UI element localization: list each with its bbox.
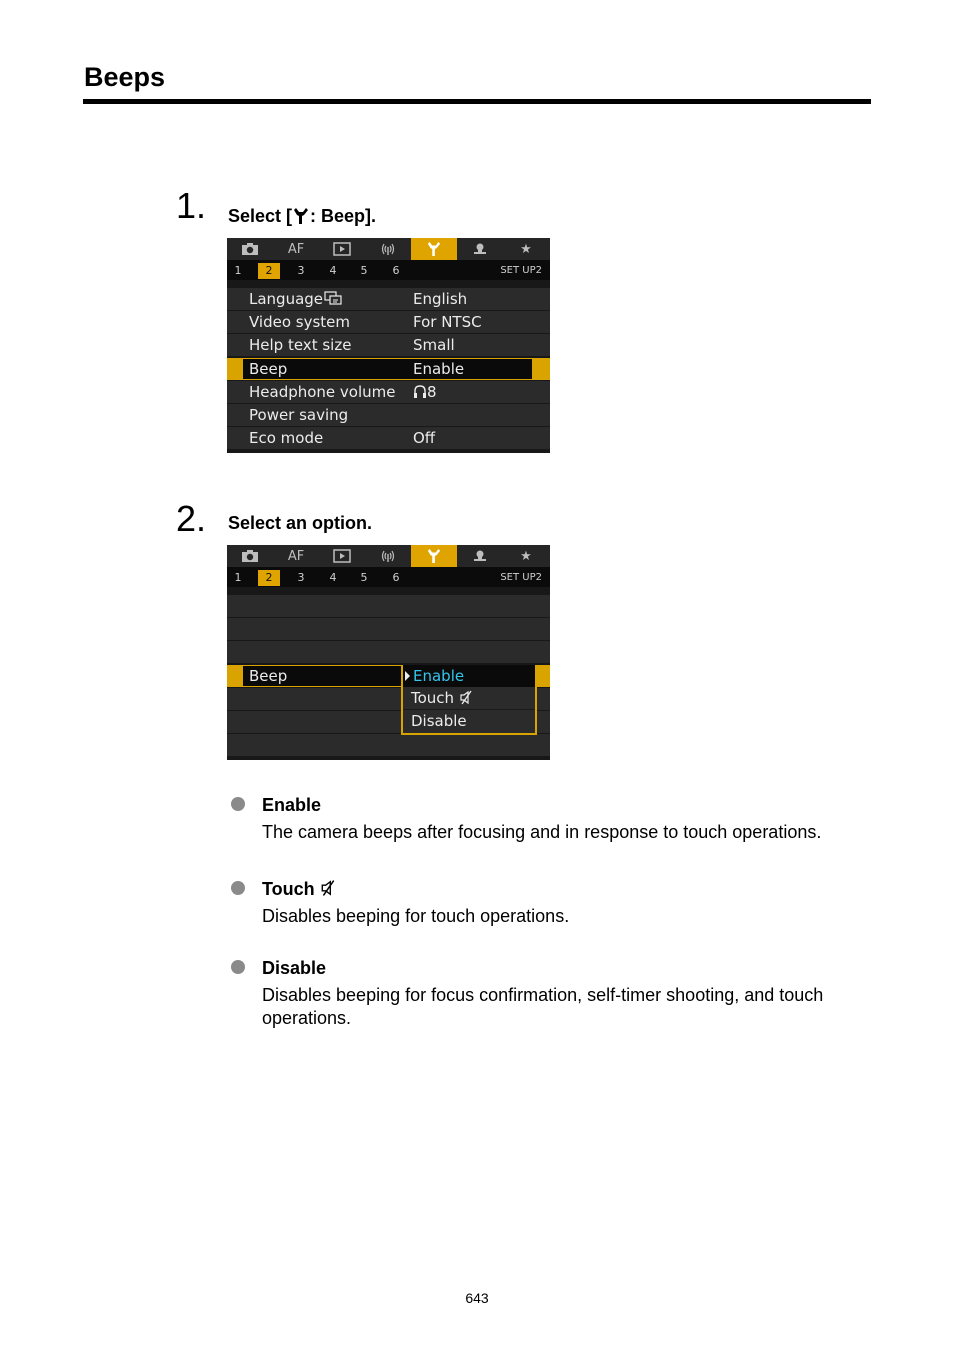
subtab-4[interactable]: 4 [329,264,337,277]
option-disable-row[interactable] [403,710,535,732]
menu-row-beep[interactable] [227,358,550,380]
wrench-icon [427,241,441,257]
menu-tabs [227,545,550,567]
menu-tabs [227,238,550,260]
touch-mute-icon [459,690,473,709]
subtab-5[interactable]: 5 [360,264,368,277]
menu-row-value: For NTSC [413,313,482,331]
menu-row-label: Headphone volume [249,383,396,401]
camera-icon [241,242,259,256]
tab-shooting[interactable] [227,545,273,567]
tab-af[interactable] [273,238,319,260]
tab-shooting[interactable] [227,238,273,260]
wireless-icon [379,242,397,256]
bullet-icon [231,797,245,811]
option-disable: Disable [411,712,467,730]
camera-icon [241,549,259,563]
tab-custom[interactable] [457,238,503,260]
star-icon: ★ [520,548,532,564]
menu-row-label: Help text size [249,336,352,354]
title-rule [83,99,871,104]
camera-menu-screen-1 [227,238,550,453]
tab-setup[interactable] [411,545,457,567]
step-2-text: Select an option. [228,513,373,533]
step-2-number: 2. [176,498,207,539]
bullet-icon [231,960,245,974]
tab-custom[interactable] [457,545,503,567]
tab-wireless[interactable] [365,545,411,567]
step-1-number: 1. [176,185,207,226]
option-enable-row[interactable] [401,665,537,687]
language-icon [324,291,342,310]
step-1-text [228,206,376,230]
playback-icon [333,242,351,256]
menu-subtabs [227,567,550,587]
menu-row-label: Video system [249,313,351,331]
menu-row-value: Off [413,429,436,447]
tab-wireless[interactable] [365,238,411,260]
menu-row-empty [227,734,550,756]
menu-row-power-saving[interactable] [227,404,550,426]
menu-row-label: Language [249,290,342,310]
playback-icon [333,549,351,563]
menu-row-label: Beep [249,667,288,685]
caret-right-icon [405,671,410,681]
wireless-icon [379,549,397,563]
option-touch: Touch [411,689,473,709]
tab-af[interactable] [273,545,319,567]
menu-row-value: English [413,290,468,308]
subtab-6[interactable]: 6 [392,264,400,277]
menu-row-label: Power saving [249,406,349,424]
menu-row-value: Small [413,336,455,354]
wrench-icon [293,207,309,230]
tab-my-menu[interactable] [503,238,549,260]
subtab-2[interactable]: 2 [258,263,280,279]
set-up-label: SET UP2 [500,265,542,276]
tab-playback[interactable] [319,545,365,567]
set-up-label: SET UP2 [500,572,542,583]
menu-row-empty [227,641,550,663]
headphone-icon [413,384,427,403]
menu-row-empty [227,595,550,617]
tab-my-menu[interactable] [503,545,549,567]
menu-row-language[interactable] [227,288,550,310]
tab-setup[interactable] [411,238,457,260]
step-1-text-before: Select [ [228,206,293,226]
menu-row-value: 8 [413,383,437,403]
menu-row-label: Beep [249,360,288,378]
menu-row-eco-mode[interactable] [227,427,550,449]
custom-icon [471,549,489,563]
option-title-enable: Enable [262,795,322,815]
bullet-icon [231,881,245,895]
step-1-text-after: : Beep]. [310,206,377,226]
option-enable: Enable [413,667,465,685]
menu-row-headphone-volume[interactable] [227,381,550,403]
touch-mute-icon [320,879,336,902]
subtab-3[interactable]: 3 [297,264,305,277]
menu-row-value: Enable [413,360,465,378]
subtab-2[interactable]: 2 [258,570,280,586]
option-desc-disable: Disables beeping for focus confirmation, self-timer shooting, and touch operations. [262,985,824,1028]
page-title: Beeps [84,62,166,92]
menu-row-label: Eco mode [249,429,324,447]
af-label: AF [287,241,305,257]
camera-menu-screen-2 [227,545,550,760]
menu-row-empty [227,618,550,640]
option-title-touch: Touch [262,879,336,902]
option-desc-enable: The camera beeps after focusing and in response to touch operations. [262,822,822,842]
menu-subtabs [227,260,550,280]
tab-playback[interactable] [319,238,365,260]
menu-row-video-system[interactable] [227,311,550,333]
subtab-3[interactable]: 3 [297,571,305,584]
wrench-icon [427,548,441,564]
subtab-1[interactable]: 1 [234,264,242,277]
subtab-6[interactable]: 6 [392,571,400,584]
menu-row-help-text-size[interactable] [227,334,550,356]
subtab-4[interactable]: 4 [329,571,337,584]
star-icon: ★ [520,241,532,257]
af-label: AF [287,548,305,564]
subtab-5[interactable]: 5 [360,571,368,584]
option-title-disable: Disable [262,958,327,978]
option-desc-touch: Disables beeping for touch operations. [262,906,570,926]
option-popup [401,665,537,735]
custom-icon [471,242,489,256]
option-touch-row[interactable] [403,687,535,709]
subtab-1[interactable]: 1 [234,571,242,584]
page-number: 643 [465,1290,489,1306]
